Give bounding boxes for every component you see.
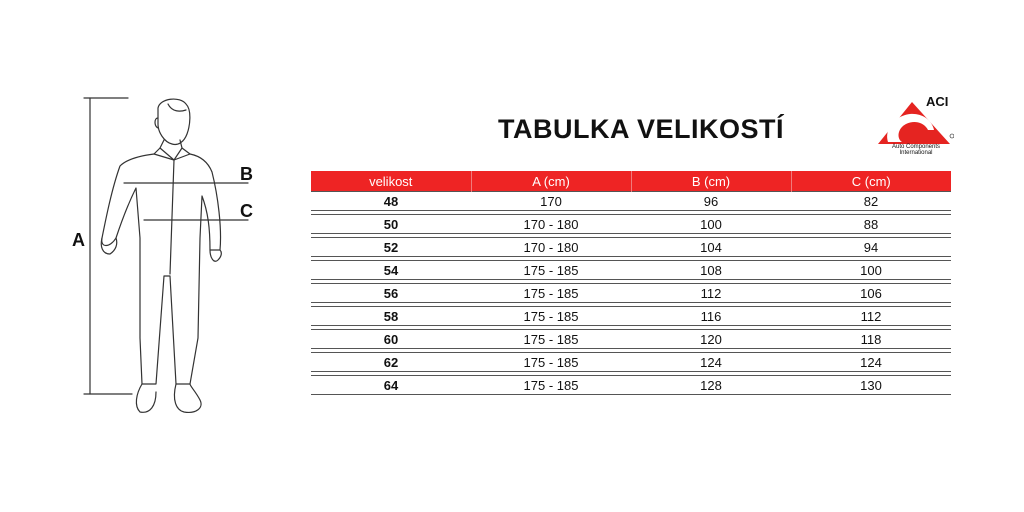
cell-c: 106 (791, 284, 951, 303)
cell-size: 50 (311, 215, 471, 234)
cell-b: 124 (631, 353, 791, 372)
table-row (311, 284, 951, 303)
cell-b: 100 (631, 215, 791, 234)
size-diagram (60, 88, 290, 428)
table-row (311, 330, 951, 349)
size-table (311, 171, 951, 395)
logo-brand: ACI (926, 94, 949, 109)
table-row (311, 238, 951, 257)
cell-size: 52 (311, 238, 471, 257)
cell-c: 88 (791, 215, 951, 234)
cell-c: 112 (791, 307, 951, 326)
logo-subtitle-line1: Auto Components (891, 144, 941, 150)
cell-a: 175 - 185 (471, 284, 631, 303)
page-title: TABULKA VELIKOSTÍ (498, 114, 784, 144)
cell-b: 112 (631, 284, 791, 303)
cell-a: 175 - 185 (471, 307, 631, 326)
cell-c: 130 (791, 376, 951, 395)
aci-logo (870, 94, 970, 160)
dimension-label-c: C (240, 201, 253, 221)
cell-c: 82 (791, 192, 951, 211)
dimension-label-b: B (240, 164, 253, 184)
cell-size: 56 (311, 284, 471, 303)
cell-c: 118 (791, 330, 951, 349)
cell-size: 54 (311, 261, 471, 280)
cell-b: 108 (631, 261, 791, 280)
cell-size: 48 (311, 192, 471, 211)
coverall-person-icon (60, 88, 290, 428)
column-header-b: B (cm) (631, 171, 791, 192)
table-header-row (311, 171, 951, 192)
cell-size: 60 (311, 330, 471, 349)
logo-subtitle (876, 144, 956, 156)
cell-a: 175 - 185 (471, 376, 631, 395)
cell-size: 64 (311, 376, 471, 395)
cell-a: 175 - 185 (471, 353, 631, 372)
cell-b: 128 (631, 376, 791, 395)
cell-a: 170 - 180 (471, 238, 631, 257)
cell-c: 124 (791, 353, 951, 372)
dimension-label-a: A (72, 230, 85, 250)
table-row (311, 192, 951, 211)
cell-a: 170 - 180 (471, 215, 631, 234)
column-header-a: A (cm) (471, 171, 631, 192)
cell-a: 170 (471, 192, 631, 211)
cell-c: 100 (791, 261, 951, 280)
cell-b: 120 (631, 330, 791, 349)
column-header-size: velikost (311, 171, 471, 192)
column-header-c: C (cm) (791, 171, 951, 192)
table-row (311, 261, 951, 280)
cell-a: 175 - 185 (471, 261, 631, 280)
cell-b: 116 (631, 307, 791, 326)
table-row (311, 353, 951, 372)
table-row (311, 376, 951, 395)
cell-b: 104 (631, 238, 791, 257)
cell-size: 58 (311, 307, 471, 326)
table-row (311, 215, 951, 234)
cell-b: 96 (631, 192, 791, 211)
cell-c: 94 (791, 238, 951, 257)
cell-size: 62 (311, 353, 471, 372)
table-body (311, 192, 951, 395)
logo-subtitle-line2: International (899, 150, 933, 156)
cell-a: 175 - 185 (471, 330, 631, 349)
table-row (311, 307, 951, 326)
